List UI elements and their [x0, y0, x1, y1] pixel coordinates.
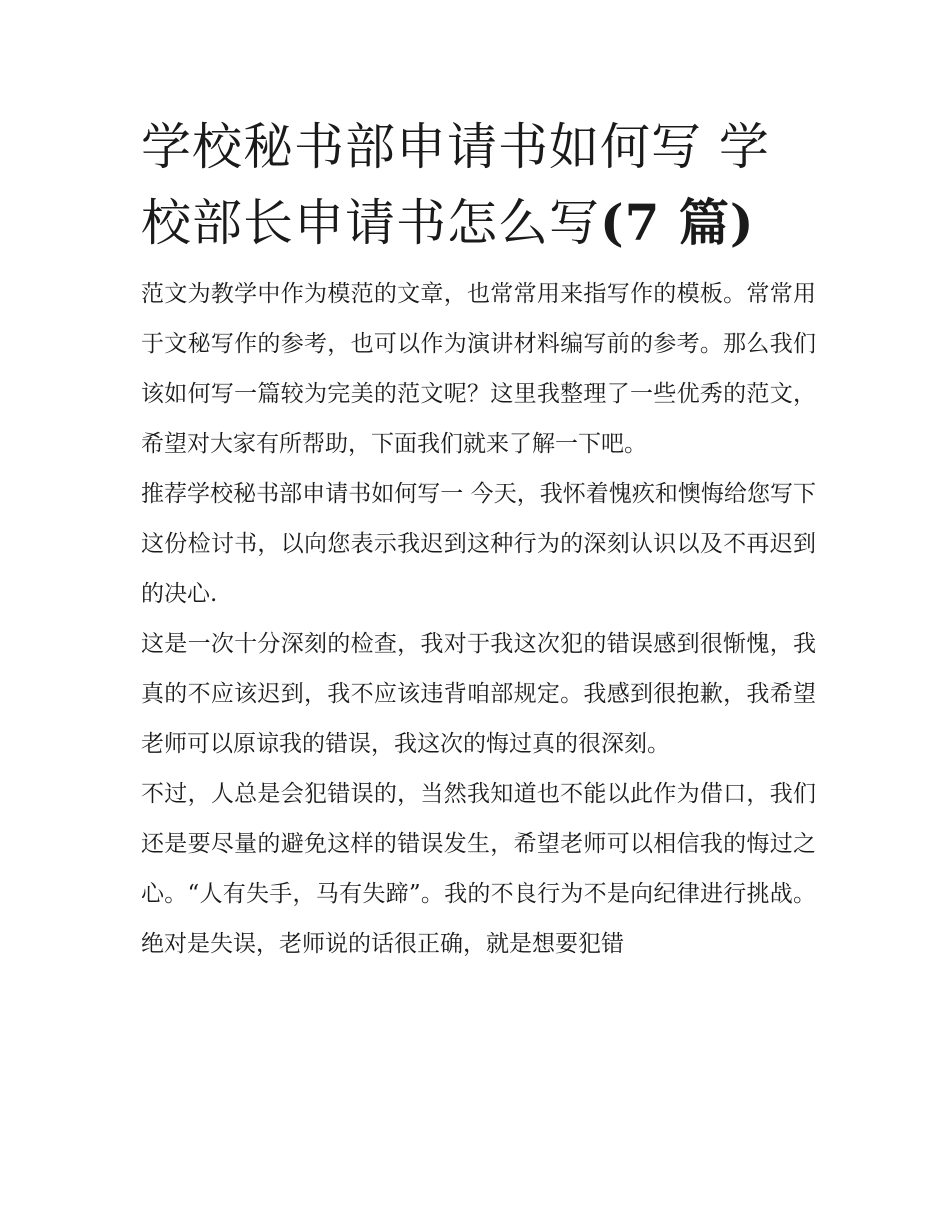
paragraph-reflection: 这是一次十分深刻的检查，我对于我这次犯的错误感到很惭愧，我真的不应该迟到，我不应该违背咱部规定。我感到很抱歉，我希望老师可以原谅我的错误，我这次的悔过真的很深刻。	[141, 631, 816, 757]
paragraph-intro: 范文为教学中作为模范的文章，也常常用来指写作的模板。常常用于文秘写作的参考，也可以作为演讲材料编写前的参考。那么我们该如何写一篇较为完美的范文呢？这里我整理了一些优秀的范文，希望对大家有所帮助，下面我们就来了解一下吧。	[141, 281, 816, 457]
title-main: 学校秘书部申请书如何写 学校部长申请书怎么写	[141, 118, 770, 252]
document-body	[141, 110, 816, 969]
paragraph-recommend: 推荐学校秘书部申请书如何写一 今天，我怀着愧疚和懊悔给您写下这份检讨书，以向您表示我迟到这种行为的深刻认识以及不再迟到的决心.	[141, 481, 816, 607]
title-suffix: (7 篇)	[600, 193, 755, 252]
paragraph-excuse: 不过，人总是会犯错误的，当然我知道也不能以此作为借口，我们还是要尽量的避免这样的错误发生，希望老师可以相信我的悔过之心。“人有失手，马有失蹄”。我的不良行为不是向纪律进行挑战。绝对是失误，老师说的话很正确，就是想要犯错	[141, 781, 816, 957]
document-title	[141, 110, 816, 261]
